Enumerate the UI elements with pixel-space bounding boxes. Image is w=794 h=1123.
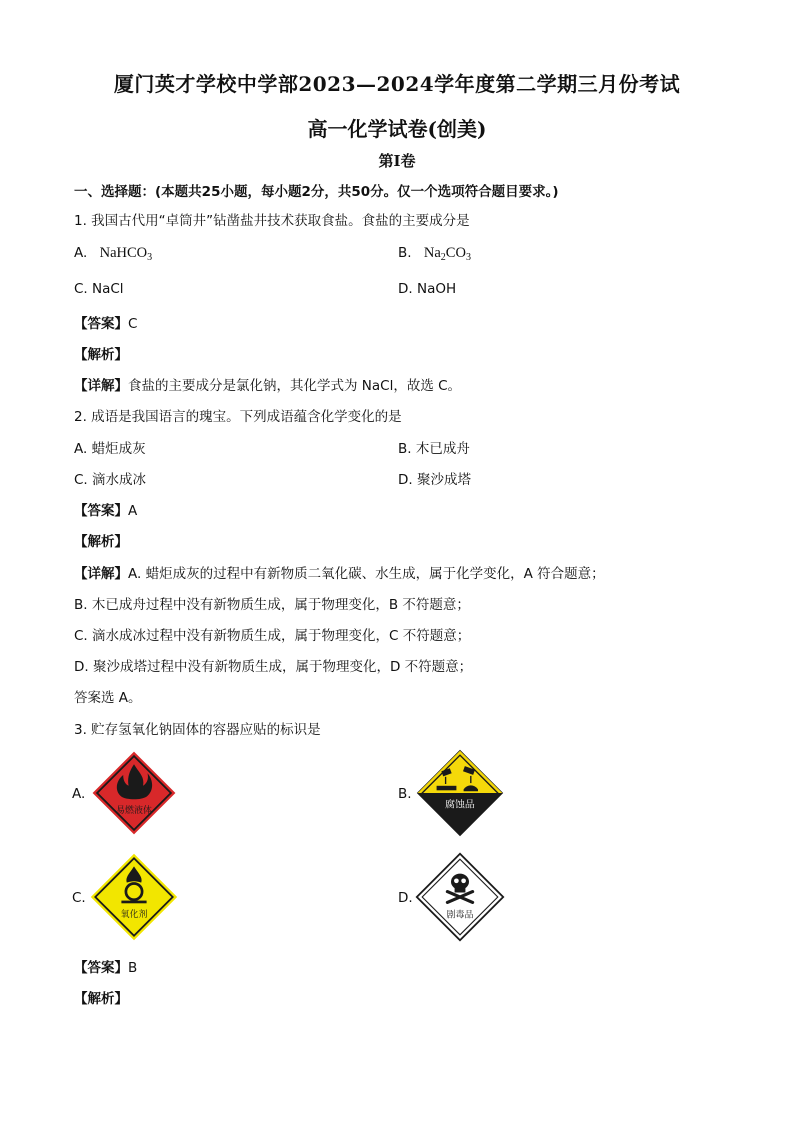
q3-option-a-sign [89, 748, 179, 838]
q1-option-a-formula: NaHCO$_3$ [99, 245, 153, 263]
q3-option-c-letter: C. [72, 890, 86, 906]
q3-answer: 【答案】B [74, 960, 138, 976]
q1-detail: 【详解】食盐的主要成分是氯化钠，其化学式为 NaCl，故选 C。 [74, 378, 462, 394]
skull-crossbones-icon [415, 852, 505, 942]
q2-detail-c: C. 滴水成冰过程中没有新物质生成，属于物理变化，C 不符题意； [74, 628, 471, 644]
exam-title: 厦门英才学校中学部2023—2024学年度第二学期三月份考试 [113, 72, 681, 96]
q2-stem: 2. 成语是我国语言的瑰宝。下列成语蕴含化学变化的是 [74, 409, 402, 425]
q1-answer: 【答案】C [74, 316, 138, 332]
flame-icon [89, 748, 179, 838]
q1-option-b-formula: $Na_2CO_3$ [423, 245, 471, 263]
q3-option-a-sign-label: 易燃液体 [115, 805, 153, 816]
q1-option-a-letter: A. [74, 245, 88, 261]
q2-detail-a: 【详解】A. 蜡炬成灰的过程中有新物质二氧化碳、水生成，属于化学变化，A 符合题意； [74, 566, 605, 582]
q3-option-d-letter: D. [398, 890, 413, 906]
q2-option-a: A. 蜡炬成灰 [74, 441, 146, 457]
q3-option-a-letter: A. [72, 786, 86, 802]
q1-analysis-tag: 【解析】 [74, 347, 128, 363]
q3-option-d-sign-label: 剧毒品 [446, 910, 474, 921]
q3-analysis-tag: 【解析】 [74, 991, 128, 1007]
q2-detail-b: B. 木已成舟过程中没有新物质生成，属于物理变化，B 不符题意； [74, 597, 470, 613]
q3-option-b-sign [415, 748, 505, 838]
q3-option-c-sign [89, 852, 179, 942]
section-heading: 一、选择题：(本题共25小题，每小题2分，共50分。仅一个选项符合题目要求。) [74, 184, 559, 200]
flame-over-circle-icon [89, 852, 179, 942]
q3-option-c-sign-label: 氧化剂 [120, 909, 148, 920]
corrosion-icon [415, 748, 505, 838]
q1-option-c: C. NaCl [74, 281, 124, 297]
q3-stem: 3. 贮存氢氧化钠固体的容器应贴的标识是 [74, 722, 321, 738]
q2-answer: 【答案】A [74, 503, 138, 519]
q2-option-c: C. 滴水成冰 [74, 472, 147, 488]
q1-option-b-letter: B. [398, 245, 412, 261]
q1-stem: 1. 我国古代用“卓筒井”钻凿盐井技术获取食盐。食盐的主要成分是 [74, 213, 470, 229]
q2-option-b: B. 木已成舟 [398, 441, 470, 457]
q2-detail-d: D. 聚沙成塔过程中没有新物质生成，属于物理变化，D 不符题意； [74, 659, 473, 675]
q1-option-a [74, 245, 152, 263]
q2-option-d: D. 聚沙成塔 [398, 472, 471, 488]
exam-subtitle: 高一化学试卷(创美) [307, 117, 487, 141]
q3-option-b-letter: B. [398, 786, 412, 802]
q2-analysis-tag: 【解析】 [74, 534, 128, 550]
q3-option-d-sign [415, 852, 505, 942]
q1-option-d: D. NaOH [398, 281, 457, 297]
volume-label: 第Ⅰ卷 [378, 152, 416, 170]
q2-conclusion: 答案选 A。 [74, 690, 142, 706]
q1-option-b [398, 245, 471, 263]
q3-option-b-sign-label: 腐蚀品 [445, 799, 475, 811]
